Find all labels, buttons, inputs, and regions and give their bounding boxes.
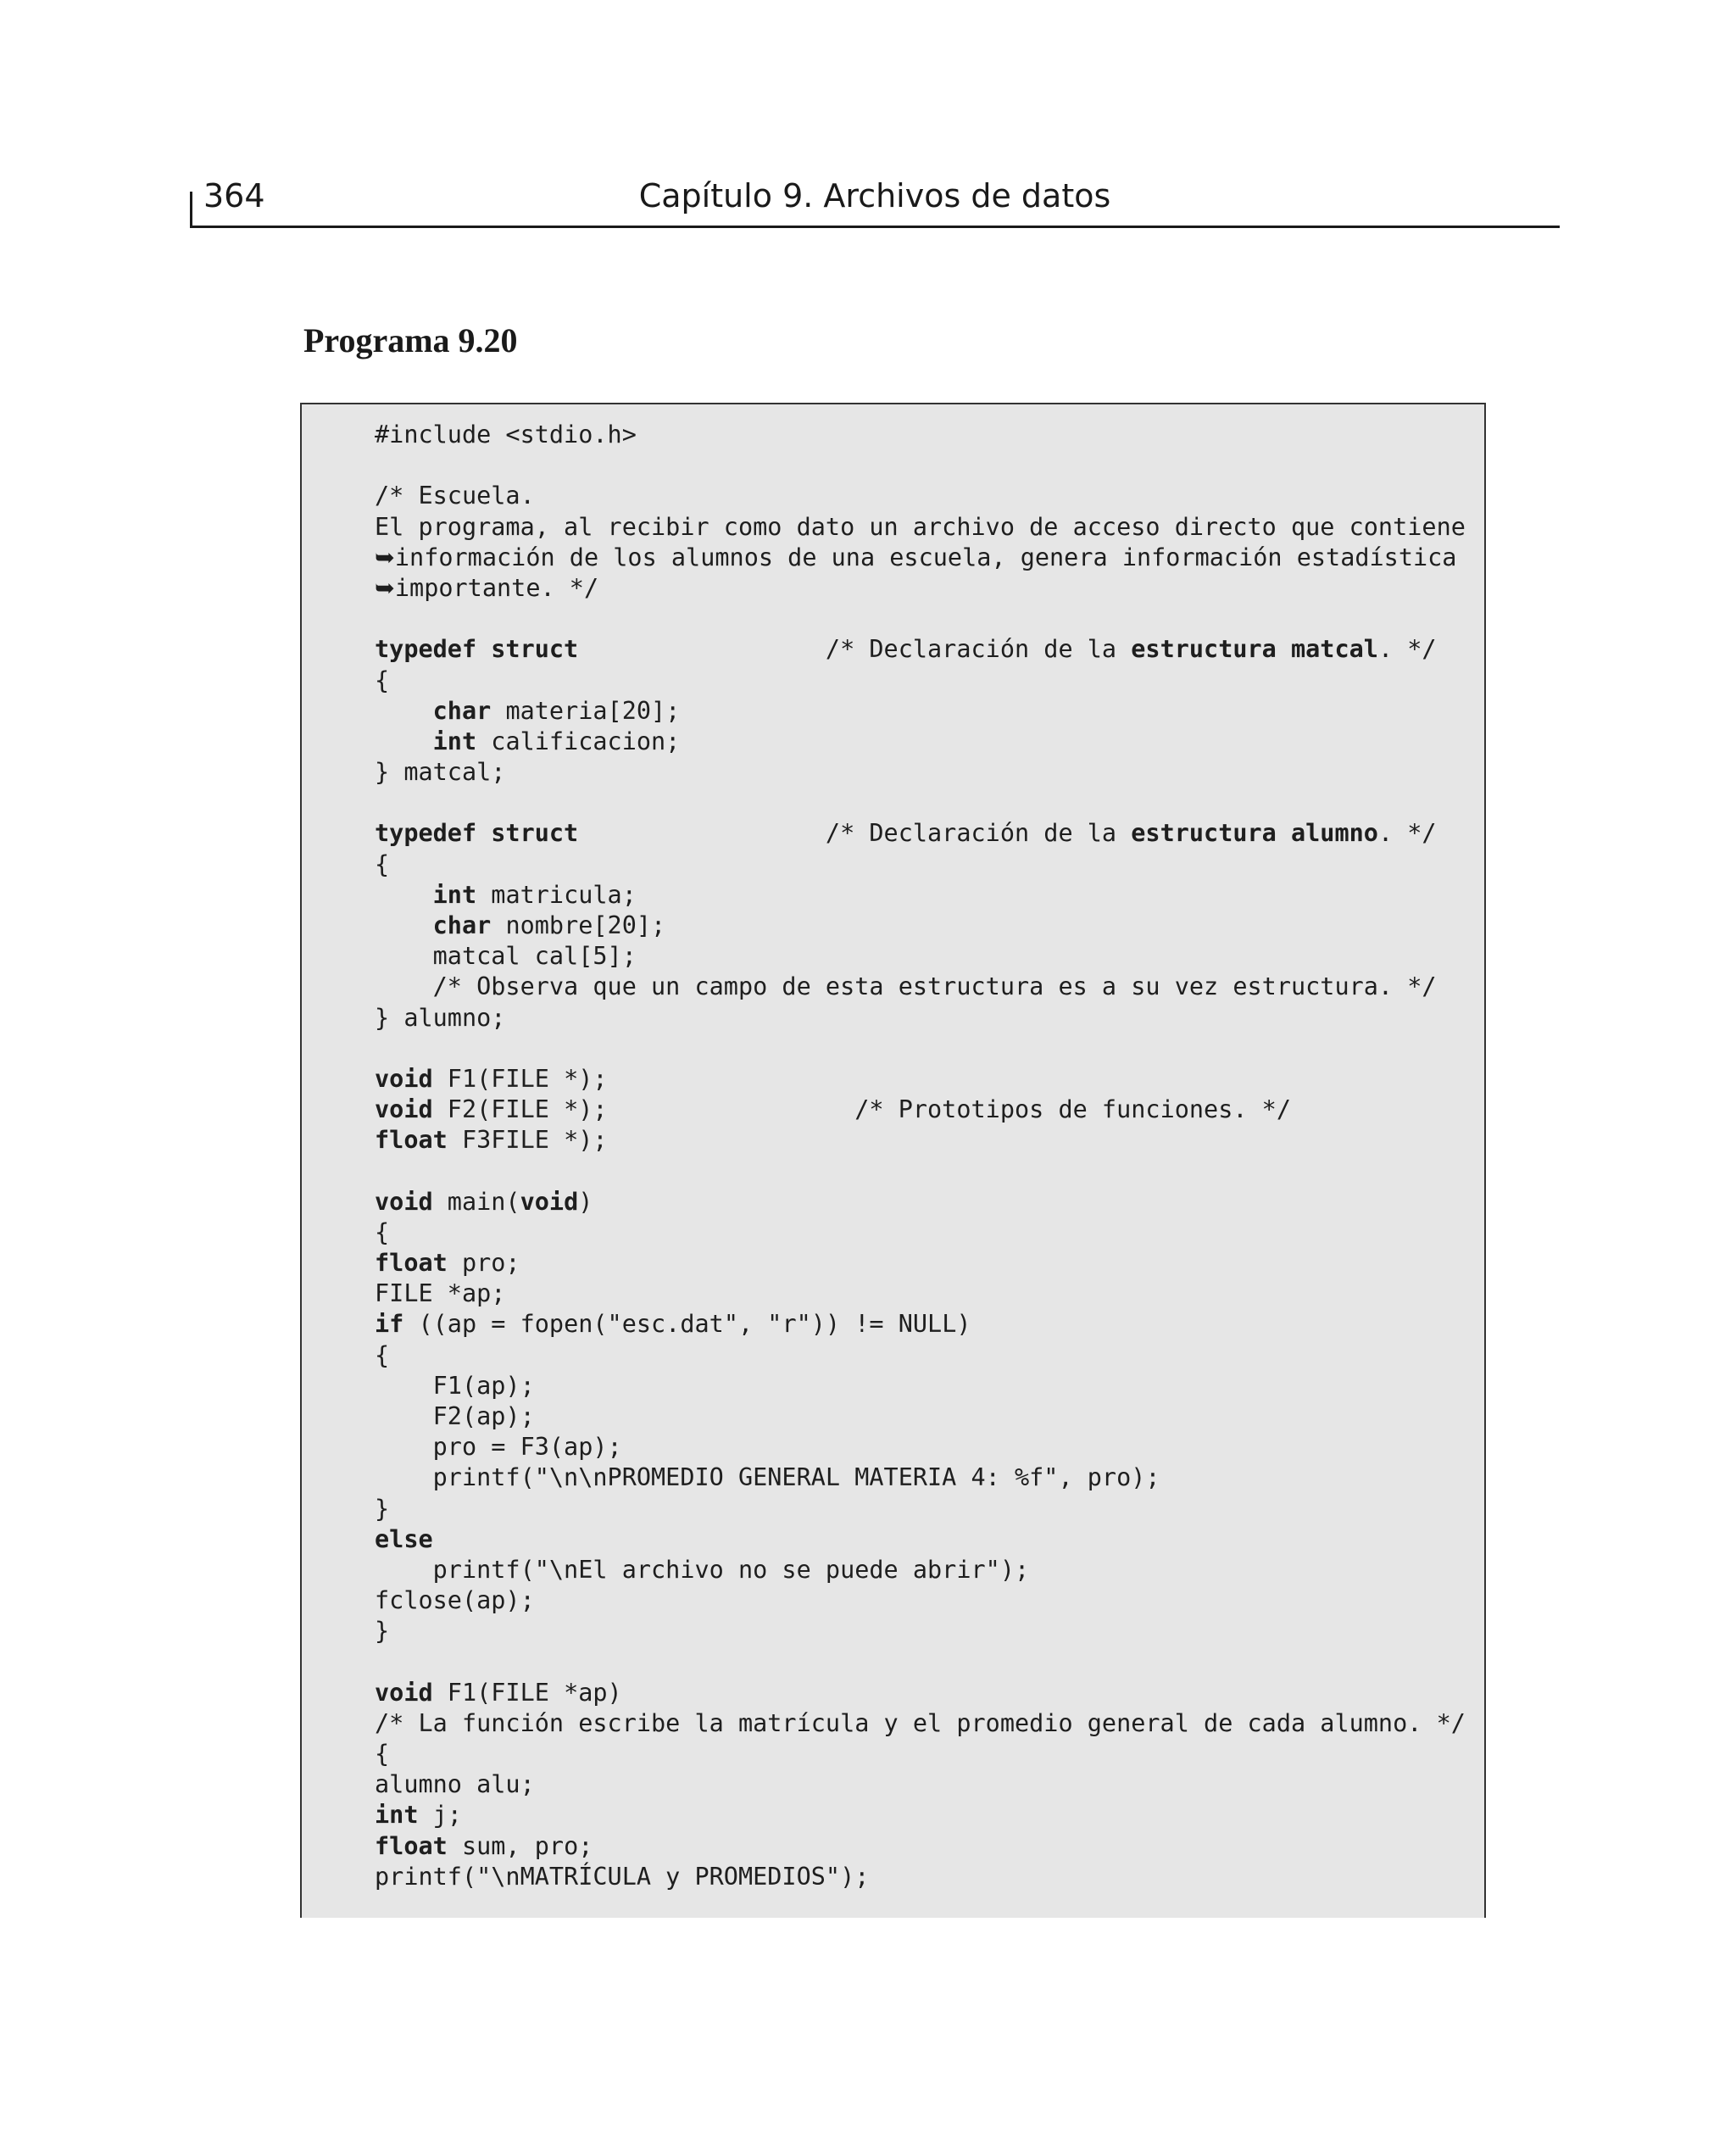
code-text: materia[20]; xyxy=(491,696,681,725)
code-keyword: float xyxy=(375,1126,448,1155)
code-text: matcal cal[5]; xyxy=(375,942,637,971)
code-text: /* Observa que un campo de esta estructura es a su vez estructura. */ xyxy=(375,972,1437,1001)
code-line xyxy=(375,1494,1466,1524)
code-keyword: estructura matcal xyxy=(1131,635,1378,664)
code-text: { xyxy=(375,1340,390,1369)
code-blank-line xyxy=(375,1647,1466,1678)
code-text: pro = F3(ap); xyxy=(375,1433,622,1462)
code-keyword: char xyxy=(432,911,492,939)
line-continuation-arrow-icon: ➥ xyxy=(375,543,395,571)
code-text: . */ xyxy=(1377,819,1437,848)
code-keyword: void xyxy=(375,1678,433,1707)
code-text: { xyxy=(375,666,390,694)
code-text: FILE *ap; xyxy=(375,1279,506,1308)
code-text: /* Escuela. xyxy=(375,482,535,510)
code-text xyxy=(375,911,433,939)
code-text: printf("\n\nPROMEDIO GENERAL MATERIA 4: %f", pro); xyxy=(375,1463,1160,1492)
code-text: sum, pro; xyxy=(447,1831,593,1860)
code-line xyxy=(375,1831,1466,1862)
code-text: nombre[20]; xyxy=(491,911,666,939)
code-line xyxy=(375,1371,1466,1401)
code-text: F1(FILE *); xyxy=(432,1064,608,1093)
code-line xyxy=(375,911,1466,941)
code-line xyxy=(375,573,1466,604)
code-line xyxy=(375,1187,1466,1217)
page-header xyxy=(190,173,1560,228)
code-line xyxy=(375,1862,1466,1892)
code-line xyxy=(375,1769,1466,1800)
code-text: } xyxy=(375,1617,390,1646)
code-keyword: void xyxy=(375,1187,433,1216)
code-line xyxy=(375,634,1466,665)
code-line xyxy=(375,1678,1466,1708)
code-text: /* La función escribe la matrícula y el promedio general de cada alumno. */ xyxy=(375,1708,1466,1737)
code-line xyxy=(375,972,1466,1002)
code-text: importante. */ xyxy=(394,573,599,602)
code-line xyxy=(375,1739,1466,1769)
code-text xyxy=(375,727,433,755)
code-line xyxy=(375,481,1466,511)
code-text: ((ap = fopen("esc.dat", "r")) != NULL) xyxy=(403,1310,971,1339)
code-keyword: int xyxy=(375,1801,419,1830)
code-text: /* Declaración de la xyxy=(578,635,1132,664)
code-text: j; xyxy=(418,1801,462,1830)
code-line xyxy=(375,1800,1466,1830)
code-text: /* Declaración de la xyxy=(578,819,1132,848)
program-title: Programa 9.20 xyxy=(303,321,518,359)
code-line xyxy=(375,543,1466,573)
code-line xyxy=(375,1555,1466,1585)
code-text: } alumno; xyxy=(375,1003,506,1032)
code-keyword: typedef struct xyxy=(375,635,579,664)
code-keyword: else xyxy=(375,1524,433,1553)
code-text: { xyxy=(375,1740,390,1769)
code-line xyxy=(375,1217,1466,1248)
code-line xyxy=(375,1309,1466,1340)
code-listing xyxy=(375,420,1466,1892)
code-keyword: int xyxy=(432,727,477,755)
code-line xyxy=(375,1095,1466,1125)
code-line xyxy=(375,1279,1466,1309)
code-keyword: void xyxy=(375,1064,433,1093)
code-keyword: float xyxy=(375,1831,448,1860)
code-blank-line xyxy=(375,450,1466,481)
code-line xyxy=(375,1585,1466,1616)
code-text: F2(ap); xyxy=(375,1402,535,1430)
code-line xyxy=(375,818,1466,849)
code-text: F3FILE *); xyxy=(447,1126,608,1155)
code-text: . */ xyxy=(1377,635,1437,664)
code-keyword: void xyxy=(520,1187,579,1216)
code-line xyxy=(375,1125,1466,1156)
code-line xyxy=(375,880,1466,911)
code-keyword: float xyxy=(375,1249,448,1278)
code-text: ) xyxy=(578,1187,593,1216)
code-line xyxy=(375,1616,1466,1646)
code-text: calificacion; xyxy=(476,727,681,755)
code-text: main( xyxy=(432,1187,520,1216)
code-line xyxy=(375,1248,1466,1279)
code-text: información de los alumnos de una escuela, genera información estadística xyxy=(394,543,1457,571)
code-text: { xyxy=(375,850,390,878)
code-line xyxy=(375,420,1466,450)
code-line xyxy=(375,696,1466,727)
code-keyword: int xyxy=(432,880,477,909)
code-text xyxy=(375,697,433,725)
code-line xyxy=(375,941,1466,972)
code-blank-line xyxy=(375,1156,1466,1187)
code-line xyxy=(375,666,1466,696)
running-title: Capítulo 9. Archivos de datos xyxy=(638,177,1111,214)
code-keyword: if xyxy=(375,1310,404,1339)
code-line xyxy=(375,1340,1466,1371)
code-text: printf("\nMATRÍCULA y PROMEDIOS"); xyxy=(375,1862,870,1891)
code-line xyxy=(375,1462,1466,1493)
code-line xyxy=(375,512,1466,543)
code-text: pro; xyxy=(447,1249,520,1278)
code-line xyxy=(375,1003,1466,1033)
code-line xyxy=(375,1708,1466,1739)
code-text: El programa, al recibir como dato un archivo de acceso directo que contiene xyxy=(375,512,1466,541)
code-text: printf("\nEl archivo no se puede abrir"); xyxy=(375,1555,1030,1584)
page-number: 364 xyxy=(203,177,265,214)
code-line xyxy=(375,850,1466,880)
code-text xyxy=(375,881,433,909)
code-blank-line xyxy=(375,1033,1466,1064)
line-continuation-arrow-icon: ➥ xyxy=(375,573,395,602)
code-blank-line xyxy=(375,788,1466,818)
code-text: F2(FILE *); /* Prototipos de funciones. */ xyxy=(432,1095,1291,1124)
code-line xyxy=(375,757,1466,788)
code-text: } xyxy=(375,1494,390,1523)
code-line xyxy=(375,727,1466,757)
code-text: matricula; xyxy=(476,880,637,909)
code-keyword: typedef struct xyxy=(375,819,579,848)
code-line xyxy=(375,1401,1466,1432)
code-text: } matcal; xyxy=(375,758,506,787)
code-text: #include <stdio.h> xyxy=(375,421,637,448)
code-text: F1(FILE *ap) xyxy=(432,1678,622,1707)
code-line xyxy=(375,1432,1466,1462)
code-blank-line xyxy=(375,604,1466,634)
code-keyword: char xyxy=(432,696,492,725)
code-text: F1(ap); xyxy=(375,1371,535,1400)
code-line xyxy=(375,1064,1466,1095)
code-keyword: estructura alumno xyxy=(1131,819,1378,848)
code-keyword: void xyxy=(375,1095,433,1124)
code-text: { xyxy=(375,1217,390,1246)
code-text: alumno alu; xyxy=(375,1770,535,1799)
code-line xyxy=(375,1524,1466,1555)
code-text: fclose(ap); xyxy=(375,1586,535,1615)
